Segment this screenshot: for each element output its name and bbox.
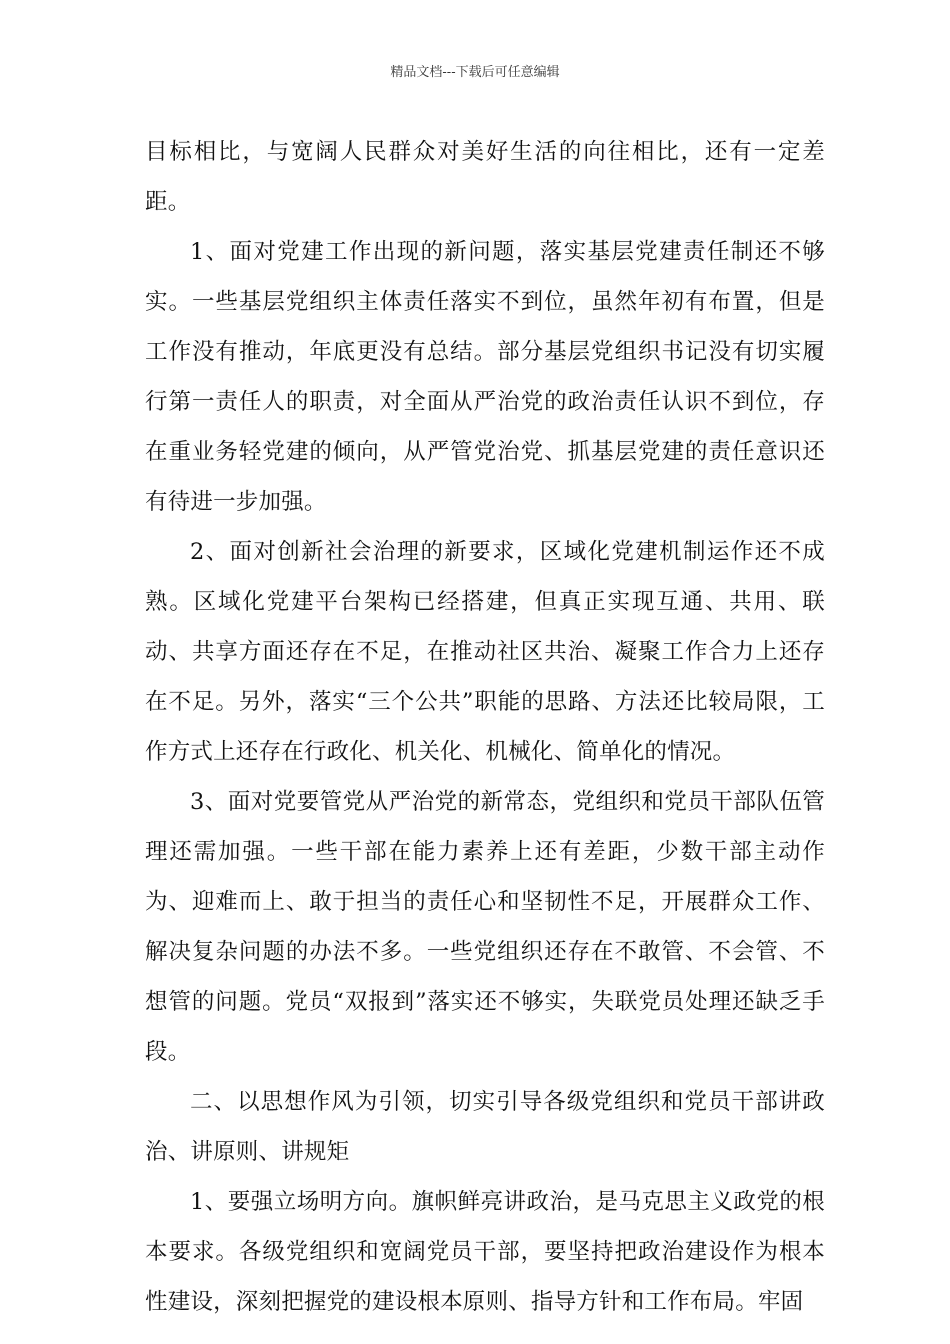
paragraph-item-1: 1、面对党建工作出现的新问题，落实基层党建责任制还不够实。一些基层党组织主体责任落实不到位，虽然年初有布置，但是工作没有推动，年底更没有总结。部分基层党组织书记没有切实履行第一责任人的职责，对全面从严治党的政治责任认识不到位，存在重业务轻党建的倾向，从严管党治党、抓基层党建的责任意识还有待进一步加强。 [145,239,825,515]
paragraph-continuation: 目标相比，与宽阔人民群众对美好生活的向往相比，还有一定差距。 [145,139,825,215]
page-header: 精品文档---下载后可任意编辑 [390,65,560,80]
paragraph-item-3: 3、面对党要管党从严治党的新常态，党组织和党员干部队伍管理还需加强。一些干部在能力素养上还有差距，少数干部主动作为、迎难而上、敢于担当的责任心和坚韧性不足，开展群众工作、解决复杂问题的办法不多。一些党组织还存在不敢管、不会管、不想管的问题。党员“双报到”落实还不够实，失联党员处理还缺乏手段。 [145,789,825,1065]
document-body [145,127,825,1327]
section-heading: 二、以思想作风为引领，切实引导各级党组织和党员干部讲政治、讲原则、讲规矩 [145,1089,825,1165]
paragraph-item-2: 2、面对创新社会治理的新要求，区域化党建机制运作还不成熟。区域化党建平台架构已经搭建，但真正实现互通、共用、联动、共享方面还存在不足，在推动社区共治、凝聚工作合力上还存在不足。另外，落实“三个公共”职能的思路、方法还比较局限，工作方式上还存在行政化、机关化、机械化、简单化的情况。 [145,539,825,765]
paragraph-section-item-1: 1、要强立场明方向。旗帜鲜亮讲政治，是马克思主义政党的根本要求。各级党组织和宽阔党员干部，要坚持把政治建设作为根本性建设，深刻把握党的建设根本原则、指导方针和工作布局。牢固 [145,1189,825,1315]
